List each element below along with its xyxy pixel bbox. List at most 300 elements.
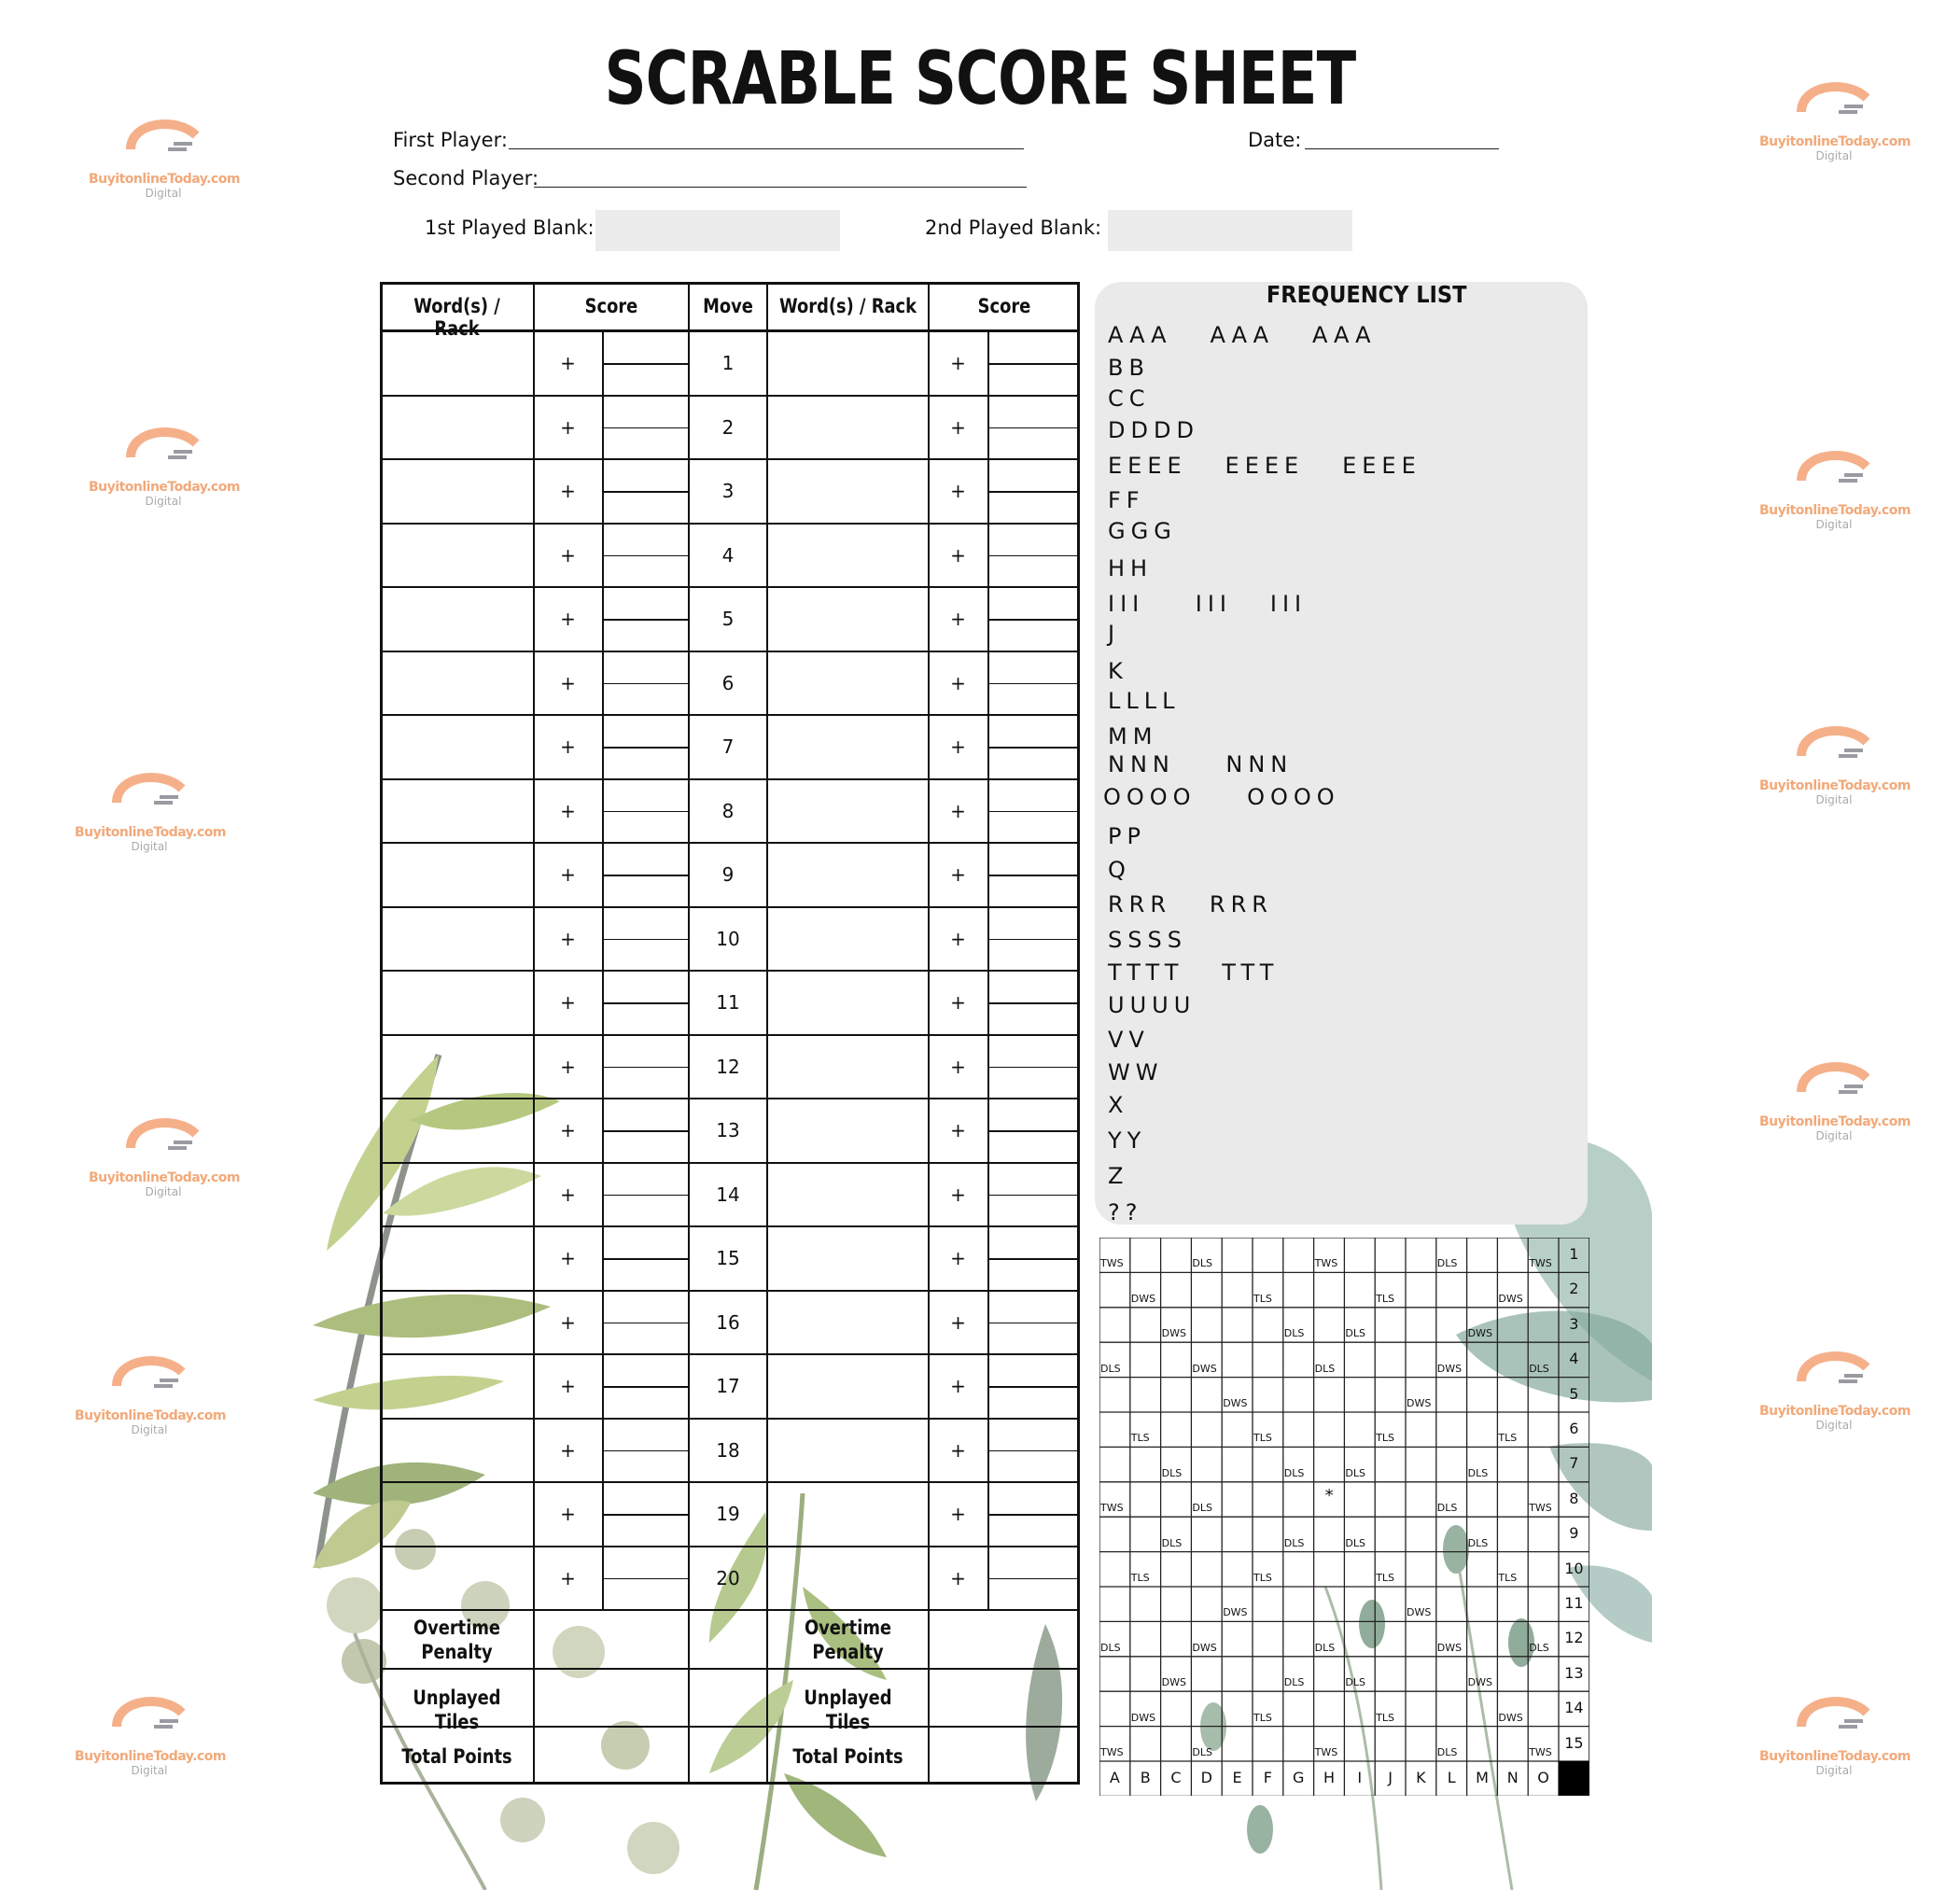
board-square[interactable] bbox=[1344, 1308, 1375, 1342]
board-square[interactable] bbox=[1467, 1308, 1498, 1342]
board-square[interactable] bbox=[1191, 1482, 1222, 1517]
board-square[interactable] bbox=[1161, 1238, 1192, 1272]
board-square[interactable] bbox=[1222, 1657, 1253, 1691]
word-rack-field-p2[interactable] bbox=[769, 589, 927, 650]
board-square[interactable] bbox=[1161, 1517, 1192, 1551]
board-square[interactable] bbox=[1467, 1482, 1498, 1517]
board-square[interactable] bbox=[1344, 1378, 1375, 1412]
board-square[interactable] bbox=[1497, 1657, 1528, 1691]
board-square[interactable] bbox=[1406, 1412, 1436, 1447]
board-square[interactable] bbox=[1283, 1412, 1314, 1447]
board-square[interactable] bbox=[1130, 1691, 1161, 1726]
score-field-p2[interactable] bbox=[990, 525, 1078, 554]
board-square[interactable] bbox=[1406, 1378, 1436, 1412]
score-field-p1[interactable] bbox=[605, 973, 687, 1001]
score-field-p1[interactable] bbox=[605, 1165, 687, 1194]
board-square[interactable] bbox=[1467, 1378, 1498, 1412]
word-rack-field-p1[interactable] bbox=[382, 589, 532, 650]
board-square[interactable] bbox=[1130, 1447, 1161, 1481]
unplayed-tiles-value-p2[interactable] bbox=[931, 1671, 1076, 1725]
board-square[interactable] bbox=[1497, 1238, 1528, 1272]
score-field-p2[interactable] bbox=[990, 1037, 1078, 1066]
board-square[interactable] bbox=[1130, 1342, 1161, 1377]
board-square[interactable] bbox=[1375, 1308, 1406, 1342]
board-square[interactable] bbox=[1344, 1621, 1375, 1656]
score-field-p1[interactable] bbox=[605, 1356, 687, 1385]
board-square[interactable] bbox=[1467, 1727, 1498, 1761]
score-field-p2[interactable] bbox=[990, 1100, 1078, 1129]
word-rack-field-p1[interactable] bbox=[382, 1293, 532, 1353]
board-square[interactable] bbox=[1191, 1691, 1222, 1726]
board-square[interactable] bbox=[1099, 1308, 1130, 1342]
board-square[interactable] bbox=[1222, 1482, 1253, 1517]
word-rack-field-p2[interactable] bbox=[769, 398, 927, 458]
word-rack-field-p1[interactable] bbox=[382, 973, 532, 1033]
board-square[interactable] bbox=[1099, 1447, 1130, 1481]
board-square[interactable] bbox=[1528, 1552, 1559, 1587]
board-square[interactable] bbox=[1161, 1587, 1192, 1621]
board-square[interactable] bbox=[1283, 1621, 1314, 1656]
board-square[interactable] bbox=[1497, 1482, 1528, 1517]
board-square[interactable] bbox=[1344, 1342, 1375, 1377]
word-rack-field-p2[interactable] bbox=[769, 1293, 927, 1353]
score-field-p2[interactable] bbox=[990, 398, 1078, 427]
board-square[interactable] bbox=[1344, 1412, 1375, 1447]
board-square[interactable] bbox=[1222, 1727, 1253, 1761]
board-square[interactable] bbox=[1344, 1517, 1375, 1551]
board-square[interactable] bbox=[1497, 1727, 1528, 1761]
board-square[interactable] bbox=[1344, 1727, 1375, 1761]
second-player-field[interactable] bbox=[534, 186, 1027, 188]
word-rack-field-p2[interactable] bbox=[769, 653, 927, 714]
board-square[interactable] bbox=[1161, 1657, 1192, 1691]
score-field-p1[interactable] bbox=[605, 589, 687, 618]
board-square[interactable] bbox=[1314, 1447, 1345, 1481]
word-rack-field-p1[interactable] bbox=[382, 1037, 532, 1098]
board-square[interactable] bbox=[1497, 1378, 1528, 1412]
score-field-p1[interactable] bbox=[605, 717, 687, 746]
board-square[interactable] bbox=[1406, 1691, 1436, 1726]
board-square[interactable] bbox=[1253, 1238, 1283, 1272]
board-square[interactable] bbox=[1099, 1621, 1130, 1656]
board-square[interactable] bbox=[1436, 1691, 1467, 1726]
board-square[interactable] bbox=[1344, 1238, 1375, 1272]
board-square[interactable] bbox=[1130, 1657, 1161, 1691]
score-field-p1[interactable] bbox=[605, 1228, 687, 1257]
score-field-p1[interactable] bbox=[605, 845, 687, 874]
word-rack-field-p2[interactable] bbox=[769, 1228, 927, 1289]
board-square[interactable] bbox=[1130, 1272, 1161, 1307]
score-field-p2[interactable] bbox=[990, 845, 1078, 874]
board-square[interactable] bbox=[1375, 1621, 1406, 1656]
board-square[interactable] bbox=[1161, 1308, 1192, 1342]
board-square[interactable] bbox=[1375, 1587, 1406, 1621]
score-field-p2[interactable] bbox=[990, 1356, 1078, 1385]
board-square[interactable] bbox=[1161, 1342, 1192, 1377]
board-square[interactable] bbox=[1344, 1447, 1375, 1481]
board-square[interactable] bbox=[1283, 1727, 1314, 1761]
board-square[interactable] bbox=[1528, 1378, 1559, 1412]
board-square[interactable] bbox=[1497, 1412, 1528, 1447]
word-rack-field-p2[interactable] bbox=[769, 717, 927, 777]
score-field-p1[interactable] bbox=[605, 909, 687, 938]
board-square[interactable] bbox=[1130, 1621, 1161, 1656]
word-rack-field-p2[interactable] bbox=[769, 333, 927, 394]
board-square[interactable] bbox=[1497, 1342, 1528, 1377]
board-square[interactable] bbox=[1099, 1238, 1130, 1272]
score-field-p2[interactable] bbox=[990, 461, 1078, 490]
board-square[interactable] bbox=[1191, 1342, 1222, 1377]
board-square[interactable] bbox=[1344, 1657, 1375, 1691]
board-square[interactable] bbox=[1314, 1621, 1345, 1656]
word-rack-field-p2[interactable] bbox=[769, 973, 927, 1033]
board-square[interactable] bbox=[1253, 1727, 1283, 1761]
score-field-p2[interactable] bbox=[990, 717, 1078, 746]
board-square[interactable] bbox=[1467, 1238, 1498, 1272]
score-field-p2[interactable] bbox=[990, 973, 1078, 1001]
board-square[interactable] bbox=[1528, 1691, 1559, 1726]
score-field-p1[interactable] bbox=[605, 333, 687, 362]
board-square[interactable] bbox=[1099, 1517, 1130, 1551]
board-square[interactable] bbox=[1253, 1621, 1283, 1656]
board-square[interactable] bbox=[1528, 1482, 1559, 1517]
board-square[interactable] bbox=[1253, 1552, 1283, 1587]
board-square[interactable] bbox=[1253, 1517, 1283, 1551]
board-square[interactable] bbox=[1436, 1621, 1467, 1656]
board-square[interactable] bbox=[1191, 1238, 1222, 1272]
board-square[interactable] bbox=[1467, 1342, 1498, 1377]
board-square[interactable] bbox=[1528, 1517, 1559, 1551]
word-rack-field-p2[interactable] bbox=[769, 525, 927, 586]
board-square[interactable] bbox=[1497, 1272, 1528, 1307]
word-rack-field-p1[interactable] bbox=[382, 461, 532, 522]
board-square[interactable] bbox=[1497, 1447, 1528, 1481]
board-square[interactable] bbox=[1191, 1657, 1222, 1691]
board-square[interactable] bbox=[1314, 1238, 1345, 1272]
score-field-p1[interactable] bbox=[605, 1100, 687, 1129]
board-square[interactable] bbox=[1528, 1447, 1559, 1481]
board-square[interactable] bbox=[1436, 1517, 1467, 1551]
score-field-p2[interactable] bbox=[990, 1484, 1078, 1513]
board-square[interactable] bbox=[1436, 1552, 1467, 1587]
board-square[interactable] bbox=[1344, 1587, 1375, 1621]
board-square[interactable] bbox=[1375, 1412, 1406, 1447]
board-square[interactable] bbox=[1375, 1378, 1406, 1412]
board-square[interactable] bbox=[1099, 1587, 1130, 1621]
board-square[interactable] bbox=[1191, 1272, 1222, 1307]
board-square[interactable] bbox=[1436, 1272, 1467, 1307]
board-square[interactable] bbox=[1467, 1587, 1498, 1621]
board-square[interactable] bbox=[1161, 1727, 1192, 1761]
board-square[interactable] bbox=[1222, 1552, 1253, 1587]
word-rack-field-p1[interactable] bbox=[382, 845, 532, 905]
second-blank-field[interactable] bbox=[1108, 210, 1352, 251]
date-field[interactable] bbox=[1305, 147, 1499, 149]
word-rack-field-p2[interactable] bbox=[769, 1037, 927, 1098]
score-field-p1[interactable] bbox=[605, 1421, 687, 1449]
board-square[interactable] bbox=[1283, 1342, 1314, 1377]
board-square[interactable] bbox=[1253, 1587, 1283, 1621]
board-square[interactable] bbox=[1375, 1552, 1406, 1587]
board-square[interactable] bbox=[1344, 1272, 1375, 1307]
board-square[interactable] bbox=[1283, 1587, 1314, 1621]
unplayed-tiles-value-p1[interactable] bbox=[536, 1671, 763, 1725]
board-square[interactable] bbox=[1436, 1308, 1467, 1342]
score-field-p2[interactable] bbox=[990, 1165, 1078, 1194]
board-square[interactable] bbox=[1467, 1272, 1498, 1307]
word-rack-field-p2[interactable] bbox=[769, 781, 927, 842]
board-square[interactable] bbox=[1406, 1517, 1436, 1551]
word-rack-field-p2[interactable] bbox=[769, 461, 927, 522]
board-square[interactable] bbox=[1344, 1482, 1375, 1517]
board-square[interactable] bbox=[1283, 1657, 1314, 1691]
board-square[interactable] bbox=[1436, 1342, 1467, 1377]
board-square[interactable] bbox=[1528, 1308, 1559, 1342]
board-square[interactable] bbox=[1191, 1308, 1222, 1342]
board-square[interactable] bbox=[1130, 1517, 1161, 1551]
board-square[interactable] bbox=[1528, 1587, 1559, 1621]
board-square[interactable] bbox=[1191, 1378, 1222, 1412]
score-field-p1[interactable] bbox=[605, 1484, 687, 1513]
board-square[interactable] bbox=[1191, 1587, 1222, 1621]
board-square[interactable] bbox=[1406, 1238, 1436, 1272]
score-field-p1[interactable] bbox=[605, 461, 687, 490]
board-square[interactable] bbox=[1130, 1412, 1161, 1447]
score-field-p1[interactable] bbox=[605, 398, 687, 427]
board-square[interactable] bbox=[1191, 1621, 1222, 1656]
board-square[interactable] bbox=[1406, 1482, 1436, 1517]
board-square[interactable] bbox=[1375, 1657, 1406, 1691]
board-square[interactable] bbox=[1528, 1238, 1559, 1272]
board-square[interactable] bbox=[1406, 1308, 1436, 1342]
board-square[interactable] bbox=[1375, 1238, 1406, 1272]
board-square[interactable] bbox=[1314, 1727, 1345, 1761]
word-rack-field-p2[interactable] bbox=[769, 1100, 927, 1161]
board-square[interactable] bbox=[1283, 1378, 1314, 1412]
word-rack-field-p1[interactable] bbox=[382, 909, 532, 970]
board-square[interactable] bbox=[1191, 1517, 1222, 1551]
overtime-penalty-value-p2[interactable] bbox=[931, 1612, 1076, 1667]
word-rack-field-p1[interactable] bbox=[382, 1484, 532, 1545]
word-rack-field-p2[interactable] bbox=[769, 1421, 927, 1481]
board-square[interactable] bbox=[1467, 1657, 1498, 1691]
word-rack-field-p2[interactable] bbox=[769, 1356, 927, 1417]
score-field-p2[interactable] bbox=[990, 653, 1078, 682]
word-rack-field-p2[interactable] bbox=[769, 909, 927, 970]
score-field-p2[interactable] bbox=[990, 1293, 1078, 1322]
word-rack-field-p1[interactable] bbox=[382, 1548, 532, 1609]
board-square[interactable] bbox=[1406, 1272, 1436, 1307]
board-square[interactable] bbox=[1314, 1517, 1345, 1551]
word-rack-field-p1[interactable] bbox=[382, 1100, 532, 1161]
board-square[interactable] bbox=[1161, 1552, 1192, 1587]
board-square[interactable] bbox=[1099, 1727, 1130, 1761]
board-square[interactable] bbox=[1436, 1447, 1467, 1481]
overtime-penalty-value-p1[interactable] bbox=[536, 1612, 763, 1667]
board-square[interactable] bbox=[1436, 1412, 1467, 1447]
board-square[interactable] bbox=[1222, 1308, 1253, 1342]
board-square[interactable] bbox=[1283, 1517, 1314, 1551]
board-square[interactable] bbox=[1314, 1657, 1345, 1691]
total-points-value-p1[interactable] bbox=[536, 1729, 763, 1784]
score-field-p2[interactable] bbox=[990, 909, 1078, 938]
board-square[interactable] bbox=[1130, 1378, 1161, 1412]
word-rack-field-p1[interactable] bbox=[382, 525, 532, 586]
board-square[interactable] bbox=[1222, 1587, 1253, 1621]
board-square[interactable] bbox=[1222, 1447, 1253, 1481]
board-square[interactable] bbox=[1314, 1552, 1345, 1587]
board-square[interactable] bbox=[1283, 1482, 1314, 1517]
board-square[interactable] bbox=[1406, 1447, 1436, 1481]
board-square[interactable] bbox=[1161, 1412, 1192, 1447]
board-square[interactable] bbox=[1253, 1482, 1283, 1517]
board-square[interactable] bbox=[1161, 1621, 1192, 1656]
word-rack-field-p1[interactable] bbox=[382, 717, 532, 777]
board-square[interactable] bbox=[1375, 1342, 1406, 1377]
score-field-p1[interactable] bbox=[605, 1293, 687, 1322]
board-square[interactable] bbox=[1099, 1552, 1130, 1587]
board-square[interactable] bbox=[1497, 1621, 1528, 1656]
first-blank-field[interactable] bbox=[595, 210, 840, 251]
board-square[interactable] bbox=[1406, 1552, 1436, 1587]
board-square[interactable] bbox=[1099, 1272, 1130, 1307]
board-square[interactable] bbox=[1467, 1621, 1498, 1656]
board-square[interactable] bbox=[1406, 1587, 1436, 1621]
board-square[interactable] bbox=[1283, 1238, 1314, 1272]
board-square[interactable] bbox=[1436, 1657, 1467, 1691]
board-square[interactable] bbox=[1161, 1691, 1192, 1726]
board-square[interactable] bbox=[1253, 1308, 1283, 1342]
board-square[interactable] bbox=[1314, 1412, 1345, 1447]
score-field-p1[interactable] bbox=[605, 653, 687, 682]
board-square[interactable] bbox=[1528, 1621, 1559, 1656]
word-rack-field-p2[interactable] bbox=[769, 845, 927, 905]
board-square[interactable] bbox=[1161, 1378, 1192, 1412]
score-field-p1[interactable] bbox=[605, 1548, 687, 1577]
board-square[interactable] bbox=[1099, 1412, 1130, 1447]
score-field-p2[interactable] bbox=[990, 781, 1078, 810]
score-field-p2[interactable] bbox=[990, 1228, 1078, 1257]
board-square[interactable] bbox=[1314, 1308, 1345, 1342]
board-square[interactable] bbox=[1467, 1552, 1498, 1587]
board-square[interactable] bbox=[1161, 1447, 1192, 1481]
board-square[interactable] bbox=[1467, 1447, 1498, 1481]
board-square[interactable] bbox=[1222, 1691, 1253, 1726]
board-square[interactable] bbox=[1161, 1482, 1192, 1517]
board-square[interactable] bbox=[1253, 1691, 1283, 1726]
board-square[interactable] bbox=[1283, 1272, 1314, 1307]
board-square[interactable] bbox=[1375, 1272, 1406, 1307]
word-rack-field-p2[interactable] bbox=[769, 1548, 927, 1609]
word-rack-field-p1[interactable] bbox=[382, 1356, 532, 1417]
board-square[interactable] bbox=[1099, 1482, 1130, 1517]
board-square[interactable] bbox=[1283, 1691, 1314, 1726]
word-rack-field-p1[interactable] bbox=[382, 1165, 532, 1225]
board-square[interactable] bbox=[1497, 1691, 1528, 1726]
board-square[interactable] bbox=[1222, 1238, 1253, 1272]
board-square[interactable] bbox=[1161, 1272, 1192, 1307]
board-square[interactable] bbox=[1314, 1342, 1345, 1377]
score-field-p2[interactable] bbox=[990, 1548, 1078, 1577]
word-rack-field-p1[interactable] bbox=[382, 1228, 532, 1289]
board-square[interactable] bbox=[1130, 1552, 1161, 1587]
board-square[interactable] bbox=[1314, 1482, 1345, 1517]
board-square[interactable] bbox=[1406, 1621, 1436, 1656]
board-square[interactable] bbox=[1406, 1657, 1436, 1691]
score-field-p1[interactable] bbox=[605, 781, 687, 810]
board-square[interactable] bbox=[1283, 1447, 1314, 1481]
board-square[interactable] bbox=[1406, 1342, 1436, 1377]
board-square[interactable] bbox=[1528, 1727, 1559, 1761]
board-square[interactable] bbox=[1375, 1727, 1406, 1761]
board-square[interactable] bbox=[1191, 1447, 1222, 1481]
board-square[interactable] bbox=[1467, 1517, 1498, 1551]
board-square[interactable] bbox=[1130, 1727, 1161, 1761]
board-square[interactable] bbox=[1314, 1691, 1345, 1726]
board-square[interactable] bbox=[1314, 1587, 1345, 1621]
board-square[interactable] bbox=[1253, 1412, 1283, 1447]
board-square[interactable] bbox=[1099, 1691, 1130, 1726]
board-square[interactable] bbox=[1191, 1727, 1222, 1761]
first-player-field[interactable] bbox=[509, 147, 1024, 149]
score-field-p2[interactable] bbox=[990, 589, 1078, 618]
board-square[interactable] bbox=[1528, 1272, 1559, 1307]
board-square[interactable] bbox=[1436, 1587, 1467, 1621]
board-square[interactable] bbox=[1222, 1272, 1253, 1307]
board-square[interactable] bbox=[1528, 1412, 1559, 1447]
board-square[interactable] bbox=[1222, 1378, 1253, 1412]
board-square[interactable] bbox=[1130, 1238, 1161, 1272]
board-square[interactable] bbox=[1375, 1482, 1406, 1517]
board-square[interactable] bbox=[1528, 1342, 1559, 1377]
word-rack-field-p1[interactable] bbox=[382, 398, 532, 458]
board-square[interactable] bbox=[1222, 1412, 1253, 1447]
board-square[interactable] bbox=[1253, 1657, 1283, 1691]
board-square[interactable] bbox=[1191, 1412, 1222, 1447]
word-rack-field-p2[interactable] bbox=[769, 1165, 927, 1225]
board-square[interactable] bbox=[1344, 1691, 1375, 1726]
board-square[interactable] bbox=[1436, 1238, 1467, 1272]
board-square[interactable] bbox=[1467, 1691, 1498, 1726]
board-square[interactable] bbox=[1253, 1342, 1283, 1377]
board-square[interactable] bbox=[1253, 1272, 1283, 1307]
board-square[interactable] bbox=[1191, 1552, 1222, 1587]
board-square[interactable] bbox=[1314, 1378, 1345, 1412]
board-square[interactable] bbox=[1375, 1691, 1406, 1726]
board-square[interactable] bbox=[1436, 1378, 1467, 1412]
board-square[interactable] bbox=[1099, 1342, 1130, 1377]
word-rack-field-p2[interactable] bbox=[769, 1484, 927, 1545]
board-square[interactable] bbox=[1253, 1378, 1283, 1412]
board-square[interactable] bbox=[1497, 1587, 1528, 1621]
board-square[interactable] bbox=[1130, 1308, 1161, 1342]
score-field-p1[interactable] bbox=[605, 1037, 687, 1066]
board-square[interactable] bbox=[1497, 1308, 1528, 1342]
board-square[interactable] bbox=[1222, 1342, 1253, 1377]
board-square[interactable] bbox=[1497, 1552, 1528, 1587]
board-square[interactable] bbox=[1099, 1657, 1130, 1691]
board-square[interactable] bbox=[1099, 1378, 1130, 1412]
score-field-p1[interactable] bbox=[605, 525, 687, 554]
board-square[interactable] bbox=[1283, 1552, 1314, 1587]
board-square[interactable] bbox=[1406, 1727, 1436, 1761]
board-square[interactable] bbox=[1467, 1412, 1498, 1447]
board-square[interactable] bbox=[1375, 1517, 1406, 1551]
total-points-value-p2[interactable] bbox=[931, 1729, 1076, 1784]
board-square[interactable] bbox=[1344, 1552, 1375, 1587]
board-square[interactable] bbox=[1528, 1657, 1559, 1691]
score-field-p2[interactable] bbox=[990, 1421, 1078, 1449]
